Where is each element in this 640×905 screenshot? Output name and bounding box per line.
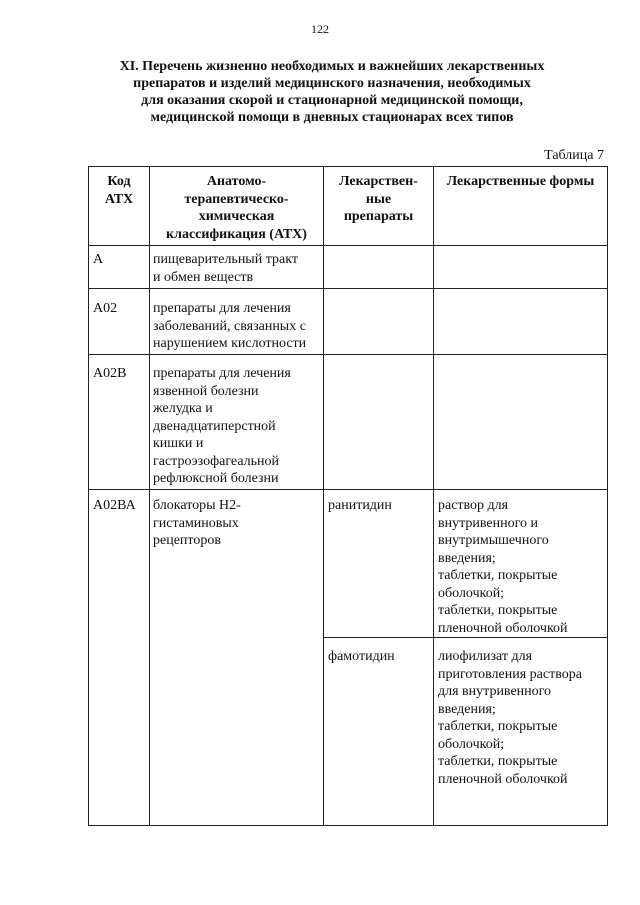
row-atc: блокаторы Н2- гистаминовых рецепторов bbox=[153, 498, 241, 548]
section-heading bbox=[92, 58, 572, 126]
row-code: А bbox=[93, 252, 104, 267]
row-divider bbox=[89, 245, 607, 246]
drug-name: ранитидин bbox=[328, 498, 392, 513]
row-divider bbox=[89, 354, 607, 355]
row-divider bbox=[323, 637, 607, 638]
row-divider bbox=[89, 489, 607, 490]
heading-line: для оказания скорой и стационарной медицинской помощи, bbox=[141, 93, 523, 108]
heading-line: медицинской помощи в дневных стационарах всех типов bbox=[150, 110, 514, 125]
column-divider bbox=[323, 167, 324, 825]
row-atc: препараты для лечения заболеваний, связанных с нарушением кислотности bbox=[153, 301, 307, 351]
row-code: А02ВА bbox=[93, 498, 136, 513]
header-forms: Лекарственные формы bbox=[446, 174, 595, 189]
drug-forms: раствор для внутривенного и внутримышечного введения; таблетки, покрытые оболочкой; таблетки, покрытые пленочной оболочкой bbox=[438, 498, 568, 636]
heading-line: препаратов и изделий медицинского назначения, необходимых bbox=[133, 76, 531, 91]
row-atc: пищеварительный тракт и обмен веществ bbox=[153, 252, 298, 285]
drug-forms: лиофилизат для приготовления раствора для внутривенного введения; таблетки, покрытые оболочкой; таблетки, покрытые пленочной оболочкой bbox=[438, 649, 582, 787]
row-code: А02 bbox=[93, 301, 118, 316]
header-atc: Анатомо- терапевтическо- химическая классификация (АТХ) bbox=[166, 174, 307, 242]
row-divider bbox=[89, 288, 607, 289]
page-number: 122 bbox=[311, 22, 329, 36]
header-drugs: Лекарствен- ные препараты bbox=[339, 174, 418, 224]
heading-line: XI. Перечень жизненно необходимых и важнейших лекарственных bbox=[119, 59, 545, 74]
column-divider bbox=[433, 167, 434, 825]
table-caption: Таблица 7 bbox=[544, 148, 604, 163]
row-code: А02В bbox=[93, 366, 127, 381]
drug-name: фамотидин bbox=[328, 649, 395, 664]
drug-table bbox=[88, 166, 608, 826]
header-code: Код АТХ bbox=[104, 174, 134, 207]
row-atc: препараты для лечения язвенной болезни желудка и двенадцатиперстной кишки и гастроэзофагеальной рефлюксной болезни bbox=[153, 366, 291, 486]
column-divider bbox=[149, 167, 150, 825]
